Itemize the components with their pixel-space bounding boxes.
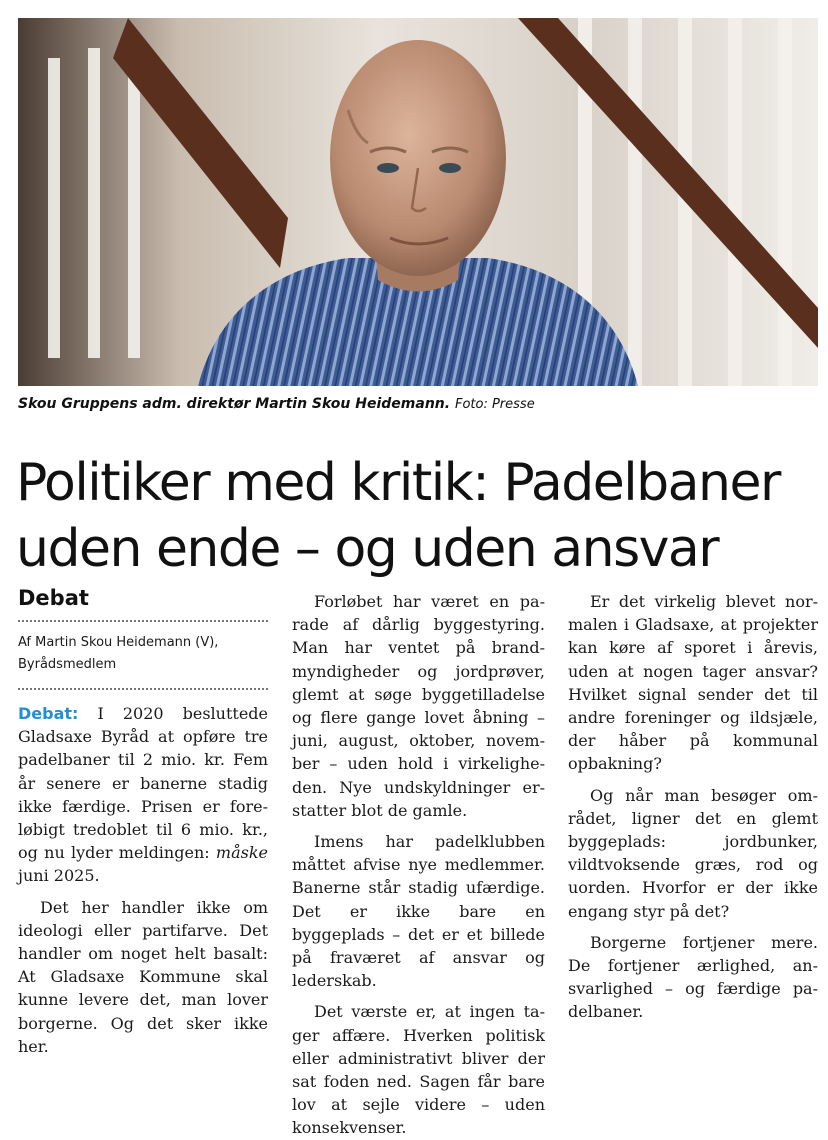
- photo-credit: Foto: Presse: [454, 397, 535, 412]
- headline-line-2: uden ende – og uden ansvar: [16, 519, 719, 579]
- lead-text-b: juni 2025.: [18, 866, 100, 886]
- body-paragraph: Er det virkelig blevet normalen i Gladsaxe, at projekter kan køre af sporet i årevis, uden at nogen tager ansvar? Hvilket signal sender det til andre foreninger og ildsjæle, der håber på kommunal opbakning?: [568, 592, 818, 774]
- body-paragraph: Og når man besøger området, ligner det en glemt byggeplads: jordbunker, vildtvoksende græs, rod og uorden. Hvorfor er der ikke engang styr på det?: [568, 785, 818, 921]
- byline-role: Byrådsmedlem: [18, 657, 117, 672]
- section-label: Debat: [18, 586, 89, 610]
- caption-text: Skou Gruppens adm. direktør Martin Skou Heidemann.: [18, 396, 451, 412]
- body-paragraph: Det her handler ikke om ideologi eller partifarve. Det handler om noget helt basalt: At Gladsaxe Kommune skal kunne levere det, man lover borgerne. Og det sker ikke her.: [18, 897, 268, 1056]
- article-column-3: [568, 590, 818, 1024]
- body-paragraph: Det værste er, at ingen tager affære. Hverken politisk eller administrativt bliver der sat foden ned. Sagen får bare lov at sejle videre – uden konsekvenser.: [292, 1002, 545, 1138]
- article-column-2: [292, 590, 545, 1140]
- dotted-divider: [18, 688, 268, 690]
- body-paragraph: Forløbet har været en parade af dårlig byggestyring. Man har ventet på brandmyndigheder og jordprøver, glemt at søge byggetilladelse og flere gange lovet åbning – juni, august, oktober, november – uden hold i virkeligheden. Nye undskyldninger erstatter blot de gamle.: [292, 592, 545, 820]
- photo-caption: [18, 396, 818, 412]
- body-paragraph: Borgerne fortjener mere. De fortjener ærlighed, ansvarlighed – og færdige padelbaner.: [568, 932, 818, 1022]
- lead-text-emphasis: måske: [215, 843, 268, 863]
- dotted-divider: [18, 620, 268, 622]
- lead-text-a: I 2020 besluttede Gladsaxe Byråd at opføre tre padelbaner til 2 mio. kr. Fem år senere er banerne stadig ikke færdige. Prisen er foreløbigt tredoblet til 6 mio. kr., og nu lyder meldingen:: [18, 704, 268, 863]
- portrait-illustration: [18, 18, 818, 386]
- lead-label: Debat:: [18, 704, 79, 723]
- article-headline: [16, 450, 821, 582]
- byline-author: Af Martin Skou Heidemann (V),: [18, 635, 219, 650]
- body-paragraph: Imens har padelklubben måttet afvise nye medlemmer. Banerne står stadig ufærdige. Det er ikke bare en byggeplads – det er et billede på fraværet af ansvar og lederskab.: [292, 832, 545, 991]
- headline-line-1: Politiker med kritik: Padelbaner: [16, 453, 780, 513]
- lead-paragraph: [18, 702, 268, 888]
- article-photo: [18, 18, 818, 386]
- byline: [18, 632, 268, 676]
- article-column-1: [18, 584, 268, 1058]
